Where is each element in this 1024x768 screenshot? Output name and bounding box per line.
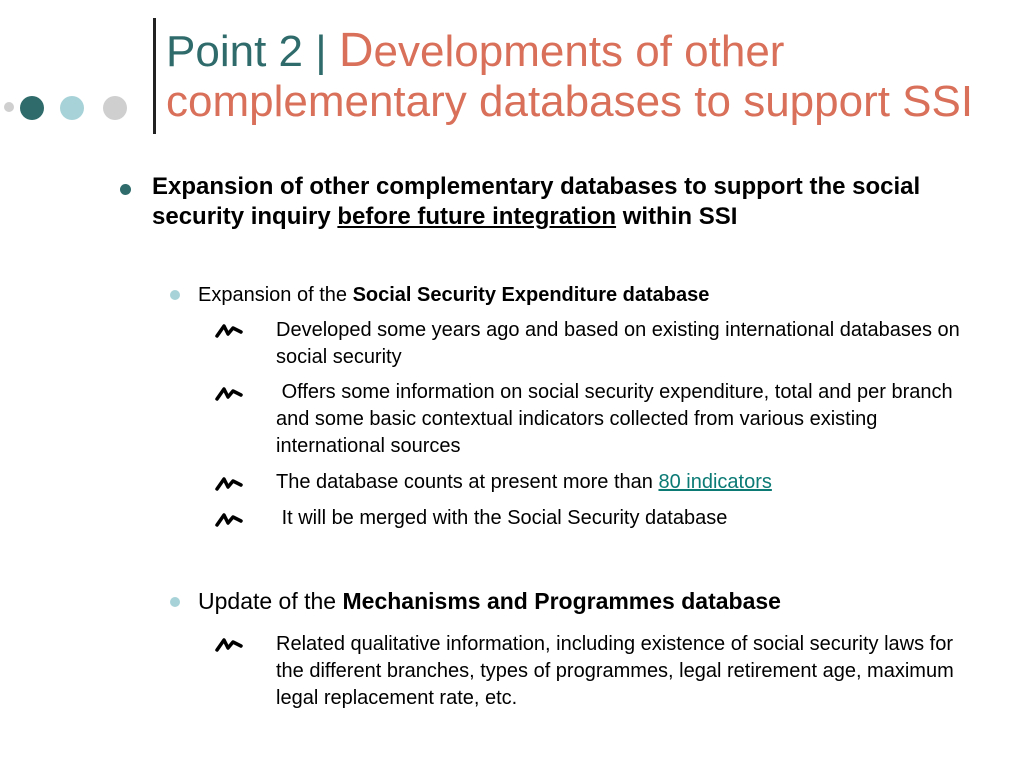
- sub2-prefix: Update of the: [198, 588, 343, 614]
- squiggle-bullet-icon: [214, 383, 244, 403]
- squiggle-bullet-icon: [214, 473, 244, 493]
- list-item: Related qualitative information, including existence of social security laws for the different branches, types of programmes, legal retirement age, maximum legal replacement rate, etc.: [276, 633, 954, 709]
- sub2-bold: Mechanisms and Programmes database: [342, 588, 781, 614]
- sub2-heading: [198, 586, 781, 616]
- item3-text: The database counts at present more than: [276, 471, 659, 493]
- bullet-level2: [170, 290, 180, 300]
- squiggle-bullet-icon: [214, 320, 244, 340]
- title-initial: D: [338, 24, 374, 77]
- title-rest: evelopments of other: [373, 27, 785, 76]
- slide-title: [166, 26, 1016, 127]
- title-separator: |: [302, 27, 339, 76]
- squiggle-bullet-icon: [214, 634, 244, 654]
- level1-text-b: within SSI: [616, 203, 738, 230]
- title-point: Point 2: [166, 27, 303, 76]
- list-item: Offers some information on social security expenditure, total and per branch and some basic contextual indicators collected from various existing international sources: [276, 381, 959, 457]
- sub1-prefix: Expansion of the: [198, 284, 353, 306]
- title-divider-bar: [153, 18, 156, 134]
- level1-underlined: before future integration: [337, 203, 617, 230]
- sub1-bold: Social Security Expenditure database: [352, 284, 710, 306]
- dot-gray: [103, 96, 127, 120]
- list-item: Developed some years ago and based on existing international databases on social security: [276, 319, 960, 368]
- sub1-heading: [198, 282, 709, 308]
- decorative-dots: [0, 90, 140, 126]
- dot-small-1: [4, 102, 14, 112]
- bullet-level2: [170, 597, 180, 607]
- title-line2: complementary databases to support SSI: [166, 77, 974, 126]
- list-item: It will be merged with the Social Security database: [276, 507, 728, 529]
- bullet-level1: [120, 184, 131, 195]
- indicators-link[interactable]: 80 indicators: [658, 471, 772, 493]
- squiggle-bullet-icon: [214, 509, 244, 529]
- list-item: [276, 469, 966, 496]
- dot-dark: [20, 96, 44, 120]
- level1-text: [152, 172, 952, 232]
- dot-light: [60, 96, 84, 120]
- level1-text-a: Expansion of other complementary databases to support the social security inquiry: [152, 173, 921, 230]
